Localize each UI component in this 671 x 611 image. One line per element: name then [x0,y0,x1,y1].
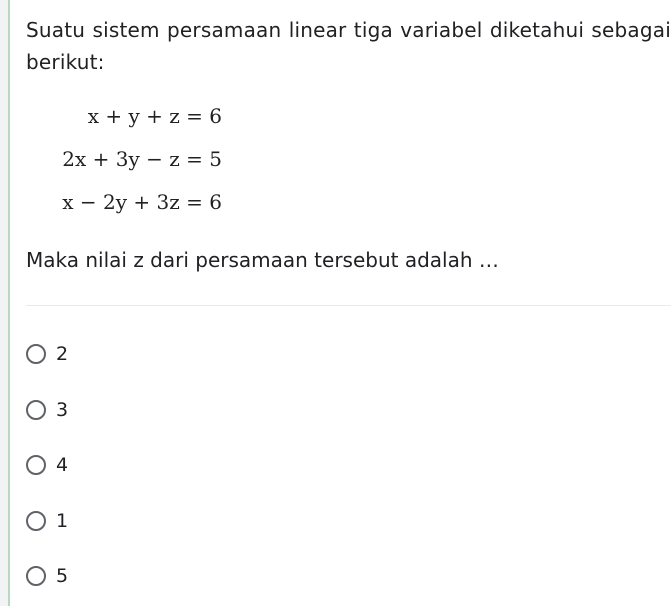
divider [26,305,671,306]
equation-2: 2x + 3y − z = 5 [62,147,222,171]
question-card [12,0,671,606]
answer-option-label: 5 [56,565,69,587]
answer-option-label: 1 [56,509,69,532]
answer-option-1[interactable] [26,333,626,389]
radio-icon[interactable] [26,455,46,475]
equation-1: x + y + z = 6 [87,104,222,128]
radio-icon[interactable] [26,566,46,586]
radio-icon[interactable] [26,400,46,420]
question-prompt: Maka nilai z dari persamaan tersebut adalah … [26,248,499,272]
answer-option-2[interactable] [26,389,626,445]
answer-option-5[interactable] [26,555,626,611]
question-intro: Suatu sistem persamaan linear tiga variabel diketahui sebagai berikut: [26,18,671,74]
equation-3: x − 2y + 3z = 6 [62,190,222,214]
radio-icon[interactable] [26,511,46,531]
answer-option-4[interactable] [26,500,626,556]
left-rail [0,0,10,606]
equation-list [42,98,262,227]
answer-option-3[interactable] [26,444,626,500]
answer-option-label: 4 [56,454,69,476]
answer-options [26,333,626,611]
answer-option-label: 2 [56,343,69,365]
answer-option-label: 3 [56,398,69,421]
radio-icon[interactable] [26,344,46,364]
